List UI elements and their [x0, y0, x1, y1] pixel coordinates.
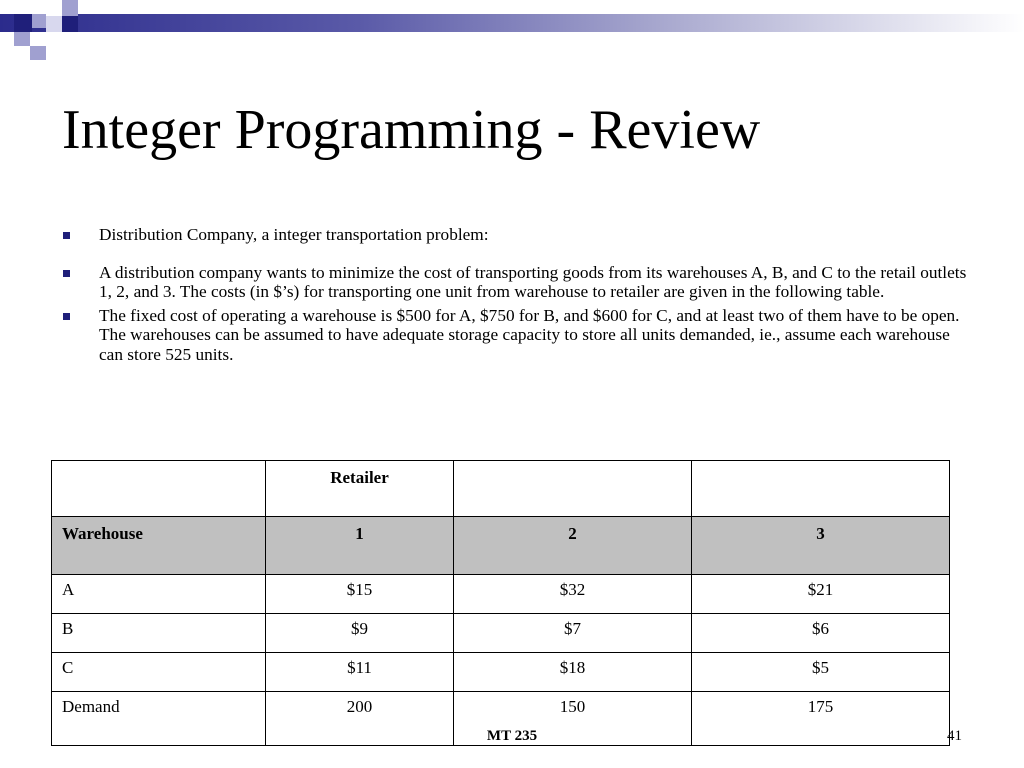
cost-cell: $15 [266, 575, 454, 614]
retailer-column-header: 3 [692, 517, 950, 575]
row-label-cell: C [52, 653, 266, 692]
cost-cell: $21 [692, 575, 950, 614]
row-label-cell: B [52, 614, 266, 653]
deco-square [46, 0, 62, 16]
table-cell [52, 461, 266, 517]
bullet-list [62, 225, 972, 364]
square-bullet-icon [63, 270, 70, 277]
retailer-header-cell: Retailer [266, 461, 454, 517]
cost-cell: $11 [266, 653, 454, 692]
deco-square [62, 0, 78, 16]
square-bullet-icon [63, 232, 70, 239]
cost-cell: $18 [454, 653, 692, 692]
retailer-column-header: 2 [454, 517, 692, 575]
table-row [52, 614, 950, 653]
table-cell [692, 461, 950, 517]
table-header-row [52, 517, 950, 575]
bullet-item [62, 263, 972, 302]
bullet-text: Distribution Company, a integer transportation problem: [99, 225, 489, 244]
page-number: 41 [947, 728, 962, 744]
cost-cell: $7 [454, 614, 692, 653]
deco-square [62, 16, 78, 32]
header-gradient-band [0, 14, 1024, 32]
cost-cell: $5 [692, 653, 950, 692]
bullet-item [62, 225, 972, 245]
table-row [52, 653, 950, 692]
row-label-cell: Demand [52, 692, 266, 746]
demand-cell: 175 [692, 692, 950, 746]
square-bullet-icon [63, 313, 70, 320]
cost-cell: $32 [454, 575, 692, 614]
table-header-row [52, 461, 950, 517]
slide-title: Integer Programming - Review [62, 99, 761, 161]
deco-square [14, 14, 32, 32]
row-label-cell: A [52, 575, 266, 614]
table-cell [454, 461, 692, 517]
bullet-item [62, 306, 972, 365]
demand-cell: 150 [454, 692, 692, 746]
retailer-column-header: 1 [266, 517, 454, 575]
cost-table [51, 460, 950, 746]
demand-cell: 200 [266, 692, 454, 746]
bullet-text: A distribution company wants to minimize the cost of transporting goods from its warehouses A, B, and C to the retail outlets 1, 2, and 3. The costs (in $’s) for transporting one unit from warehouse to retailer are given in the following table. [99, 262, 967, 301]
deco-square [30, 46, 46, 60]
deco-square [32, 14, 46, 28]
cost-cell: $6 [692, 614, 950, 653]
table-row [52, 575, 950, 614]
footer-course: MT 235 [486, 728, 538, 744]
cost-cell: $9 [266, 614, 454, 653]
warehouse-header-cell: Warehouse [52, 517, 266, 575]
deco-square [46, 16, 62, 32]
deco-square [30, 32, 46, 46]
bullet-text: The fixed cost of operating a warehouse is $500 for A, $750 for B, and $600 for C, and at least two of them have to be open. The warehouses can be assumed to have adequate storage capacity to store all units demanded, ie., assume each warehouse can store 525 units. [99, 305, 960, 364]
deco-square [14, 32, 30, 46]
